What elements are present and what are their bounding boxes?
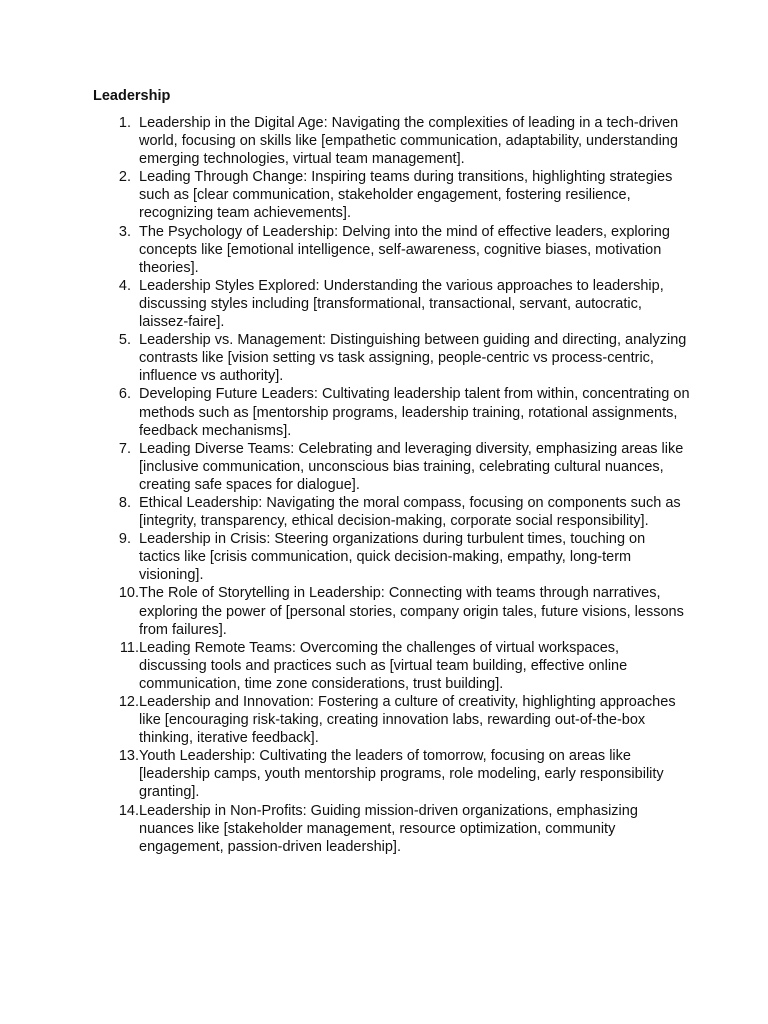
list-item bbox=[0, 277, 690, 331]
list-item-text: The Role of Storytelling in Leadership: Connecting with teams through narratives, exploring the power of [personal stories, company origin tales, future visions, lessons from failures]. bbox=[139, 585, 684, 638]
list-item-text: Youth Leadership: Cultivating the leaders of tomorrow, focusing on areas like [leadership camps, youth mentorship programs, role modeling, early responsibility granting]. bbox=[139, 748, 664, 801]
list-item bbox=[0, 693, 690, 747]
list-item-number: 7. bbox=[118, 440, 131, 457]
list-item-text: Leadership and Innovation: Fostering a culture of creativity, highlighting approaches like [encouraging risk-taking, creating innovation labs, rewarding out-of-the-box thinking, iterative feedback]. bbox=[139, 694, 676, 747]
list-item-number: 5. bbox=[118, 332, 131, 349]
list-item-text: Leading Diverse Teams: Celebrating and leveraging diversity, emphasizing areas like [inclusive communication, unconscious bias training, celebrating cultural nuances, creating safe spaces for dialogue]. bbox=[139, 440, 684, 493]
list-item-number: 6. bbox=[118, 386, 131, 403]
list-item-number: 8. bbox=[118, 494, 131, 511]
list-item-number: 12. bbox=[118, 694, 139, 710]
list-item bbox=[0, 223, 690, 277]
document-title: Leadership bbox=[93, 88, 171, 104]
list-item-number: 11. bbox=[119, 639, 139, 656]
list-item-number: 4. bbox=[118, 277, 131, 294]
list-item-number: 13. bbox=[118, 748, 139, 765]
list-item-text: Leading Through Change: Inspiring teams during transitions, highlighting strategies such as [clear communication, stakeholder engagement, fostering resilience, recognizing team achievements]. bbox=[139, 169, 673, 222]
list-item-number: 3. bbox=[118, 223, 131, 240]
list-item-number: 2. bbox=[118, 169, 131, 186]
list-item-number: 9. bbox=[118, 531, 131, 548]
list-item bbox=[0, 802, 690, 856]
list-item bbox=[0, 168, 690, 222]
list-item-number: 14. bbox=[118, 802, 139, 819]
list-item-text: Leadership Styles Explored: Understanding the various approaches to leadership, discussing styles including [transformational, transactional, servant, autocratic, laissez-faire]. bbox=[139, 277, 664, 331]
list-item-text: Leadership in the Digital Age: Navigating the complexities of leading in a tech-driven world, focusing on skills like [empathetic communication, adaptability, understanding emerging technologies, virtual team management]. bbox=[139, 115, 679, 168]
topic-list bbox=[0, 114, 690, 856]
list-item bbox=[0, 584, 690, 638]
list-item-text: Leadership vs. Management: Distinguishing between guiding and directing, analyzing contrasts like [vision setting vs task assigning, people-centric vs process-centric, influence vs authority]. bbox=[139, 332, 687, 385]
list-item-number: 10. bbox=[118, 585, 139, 602]
list-item bbox=[0, 385, 690, 439]
list-item bbox=[0, 747, 690, 801]
list-item bbox=[0, 114, 690, 168]
list-item bbox=[0, 639, 690, 693]
list-item-text: The Psychology of Leadership: Delving into the mind of effective leaders, exploring concepts like [emotional intelligence, self-awareness, cognitive biases, motivation theories]. bbox=[139, 223, 670, 276]
list-item-text: Ethical Leadership: Navigating the moral compass, focusing on components such as [integrity, transparency, ethical decision-making, corporate social responsibility]. bbox=[139, 494, 681, 530]
list-item bbox=[0, 530, 690, 584]
list-item-text: Leadership in Non-Profits: Guiding mission-driven organizations, emphasizing nuances like [stakeholder management, resource optimization, community engagement, passion-driven leadership]. bbox=[139, 802, 638, 855]
list-item-text: Leadership in Crisis: Steering organizations during turbulent times, touching on tactics like [crisis communication, quick decision-making, empathy, long-term visioning]. bbox=[139, 531, 646, 584]
list-item-number: 1. bbox=[118, 115, 131, 131]
list-item-text: Leading Remote Teams: Overcoming the challenges of virtual workspaces, discussing tools and practices such as [virtual team building, effective online communication, time zone considerations, trust building]. bbox=[139, 639, 628, 692]
list-item bbox=[0, 331, 690, 385]
list-item bbox=[0, 494, 690, 530]
list-item-text: Developing Future Leaders: Cultivating leadership talent from within, concentrating on methods such as [mentorship programs, leadership training, rotational assignments, feedback mechanisms]. bbox=[139, 386, 690, 439]
list-item bbox=[0, 440, 690, 494]
